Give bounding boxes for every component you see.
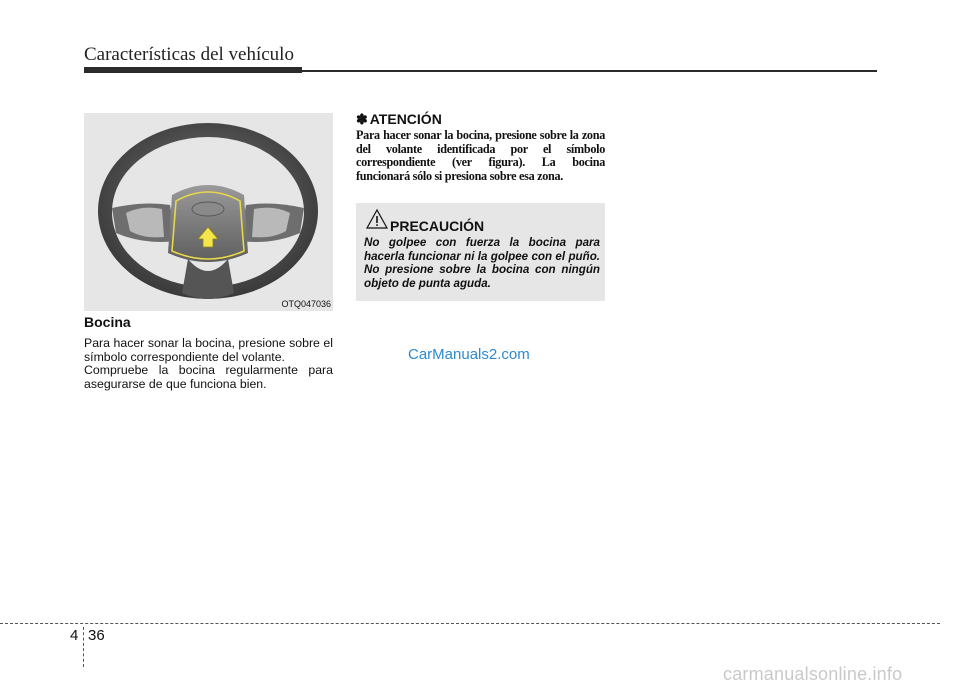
attention-heading	[356, 111, 442, 128]
figure-code: OTQ047036	[281, 299, 331, 309]
attention-title: ATENCIÓN	[369, 111, 442, 127]
site-watermark: carmanualsonline.info	[723, 664, 903, 684]
attention-text: Para hacer sonar la bocina, presione sobre la zona del volante identificada por el símbolo correspondiente (ver figura). La bocina funcionará sólo si presiona sobre esa zona.	[356, 128, 605, 183]
footer-rule	[0, 623, 940, 624]
paragraph-horn-check: Compruebe la bocina regularmente para asegurarse de que funciona bien.	[84, 363, 333, 391]
warning-triangle-icon	[366, 208, 388, 230]
header-bar	[84, 67, 302, 73]
section-heading: Bocina	[84, 314, 131, 330]
caution-text: No golpee con fuerza la bocina para hacerla funcionar ni la golpee con el puño. No presione sobre la bocina con ningún objeto de punta aguda.	[364, 236, 600, 290]
steering-wheel-icon	[84, 113, 333, 311]
section-body	[84, 337, 333, 391]
footer-chapter: 4	[70, 627, 79, 644]
asterisk-icon: ✽	[356, 111, 368, 127]
paragraph-horn-use: Para hacer sonar la bocina, presione sobre el símbolo correspondiente del volante.	[84, 336, 333, 364]
footer-divider	[83, 627, 84, 667]
carmanuals-watermark: CarManuals2.com	[408, 346, 530, 363]
caution-title: PRECAUCIÓN	[390, 218, 485, 234]
header-rule	[302, 70, 877, 72]
steering-wheel-figure	[84, 113, 333, 311]
caution-box	[356, 203, 605, 301]
header-title: Características del vehículo	[84, 44, 294, 65]
footer-page-number: 36	[88, 627, 105, 644]
